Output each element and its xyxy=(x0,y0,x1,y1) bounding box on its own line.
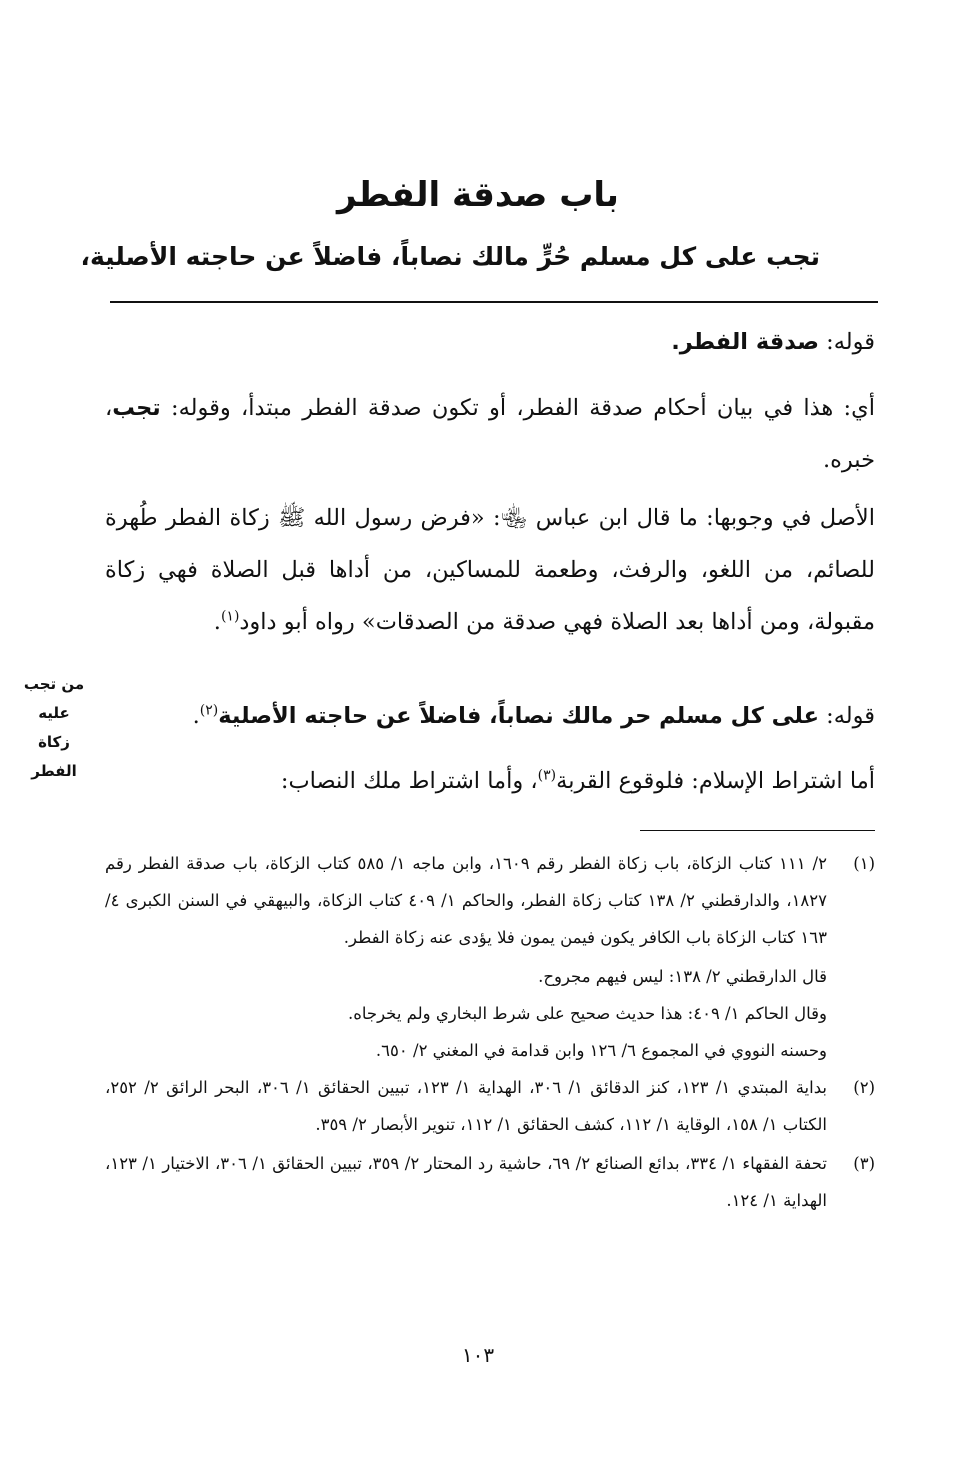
footnote-ref-1: (١) xyxy=(220,608,240,625)
page-number: ١٠٣ xyxy=(461,1343,495,1367)
paragraph-3-end: . xyxy=(213,609,221,635)
footnote-number: (٣) xyxy=(853,1154,875,1173)
paragraph-4-prefix: قوله: xyxy=(818,703,875,729)
footnote-number: (٢) xyxy=(853,1078,875,1097)
paragraph-2-text-1: أي: هذا في بيان أحكام صدقة الفطر، أو تكون صدقة الفطر مبتدأ، وقوله: xyxy=(160,395,875,421)
footnote-number: (١) xyxy=(853,854,875,873)
footnote-text: ٢/ ١١١ كتاب الزكاة، باب زكاة الفطر رقم ١٦٠٩، وابن ماجه ١/ ٥٨٥ كتاب الزكاة، باب صدقة الفطر رقم ١٨٢٧، والدارقطني ٢/ ١٣٨ كتاب زكاة الفطر، والحاكم ١/ ٤٠٩ كتاب الزكاة، والبيهقي في السنن الكبرى ٤/ ١٦٣ كتاب الزكاة باب الكافر يكون فيمن يمون فلا يؤدى عنه زكاة الفطر. xyxy=(105,854,828,947)
footnote-text: تحفة الفقهاء ١/ ٣٣٤، بدائع الصنائع ٢/ ٦٩، حاشية رد المحتار ٢/ ٣٥٩، تبيين الحقائق ١/ ٣٠٦، الاختيار ١/ ١٢٣، الهداية ١/ ١٢٤. xyxy=(105,1154,827,1210)
paragraph-4-bold: على كل مسلم حر مالك نصاباً، فاضلاً عن حاجته الأصلية xyxy=(218,703,819,729)
paragraph-4 xyxy=(105,690,875,742)
paragraph-1 xyxy=(105,316,875,368)
margin-note-line: الفطر xyxy=(31,762,77,780)
footnote-ref-2: (٢) xyxy=(199,702,219,719)
margin-note-line: زكاة xyxy=(38,733,70,751)
paragraph-2-text-2: ، خبره. xyxy=(105,395,875,473)
margin-note xyxy=(14,670,94,786)
margin-note-line: من تجب xyxy=(23,675,85,693)
paragraph-5-text-1: أما اشتراط الإسلام: فلوقوع القربة xyxy=(556,768,875,794)
header-rule xyxy=(110,301,878,303)
chapter-title: باب صدقة الفطر xyxy=(337,175,619,215)
footnote-rule xyxy=(640,830,875,831)
footnote-1-extra: وقال الحاكم ١/ ٤٠٩: هذا حديث صحيح على شرط البخاري ولم يخرجاه. xyxy=(347,1004,827,1023)
footnote-text: بداية المبتدي ١/ ١٢٣، كنز الدقائق ١/ ٣٠٦، الهداية ١/ ١٢٣، تبيين الحقائق ١/ ٣٠٦، البحر الرائق ٢/ ٢٥٢، الكتاب ١/ ١٥٨، الوقاية ١/ ١١٢، كشف الحقائق ١/ ١١٢، تنوير الأبصار ٢/ ٣٥٩. xyxy=(105,1078,827,1134)
paragraph-3-text: الأصل في وجوبها: ما قال ابن عباس ﵄: «فرض رسول الله ﷺ زكاة الفطر طُهرة للصائم، من اللغو، والرفث، وطعمة للمساكين، من أداها قبل الصلاة فهي زكاة مقبولة، ومن أداها بعد الصلاة فهي صدقة من الصدقات» رواه أبو داود xyxy=(105,505,875,635)
paragraph-5 xyxy=(105,755,875,807)
matn-text: تجب على كل مسلم حُرٍّ مالك نصاباً، فاضلاً عن حاجته الأصلية، xyxy=(80,242,820,271)
paragraph-1-bold: صدقة الفطر. xyxy=(671,329,819,355)
paragraph-2-bold: تجب xyxy=(112,395,161,421)
paragraph-3 xyxy=(105,492,875,648)
footnote-1 xyxy=(105,845,875,956)
footnote-ref-3: (٣) xyxy=(537,767,557,784)
margin-note-line: عليه xyxy=(38,704,70,722)
footnotes xyxy=(105,845,875,1221)
footnote-3 xyxy=(105,1145,875,1219)
footnote-2 xyxy=(105,1069,875,1143)
footnote-1-extra: قال الدارقطني ٢/ ١٣٨: ليس فيهم مجروح. xyxy=(538,967,827,986)
paragraph-4-end: . xyxy=(192,703,200,729)
footnote-1-extra: وحسنه النووي في المجموع ٦/ ١٢٦ وابن قدامة في المغني ٢/ ٦٥٠. xyxy=(375,1041,827,1060)
paragraph-2 xyxy=(105,382,875,486)
paragraph-5-text-2: ، وأما اشتراط ملك النصاب: xyxy=(280,768,538,794)
paragraph-1-prefix: قوله: xyxy=(818,329,875,355)
